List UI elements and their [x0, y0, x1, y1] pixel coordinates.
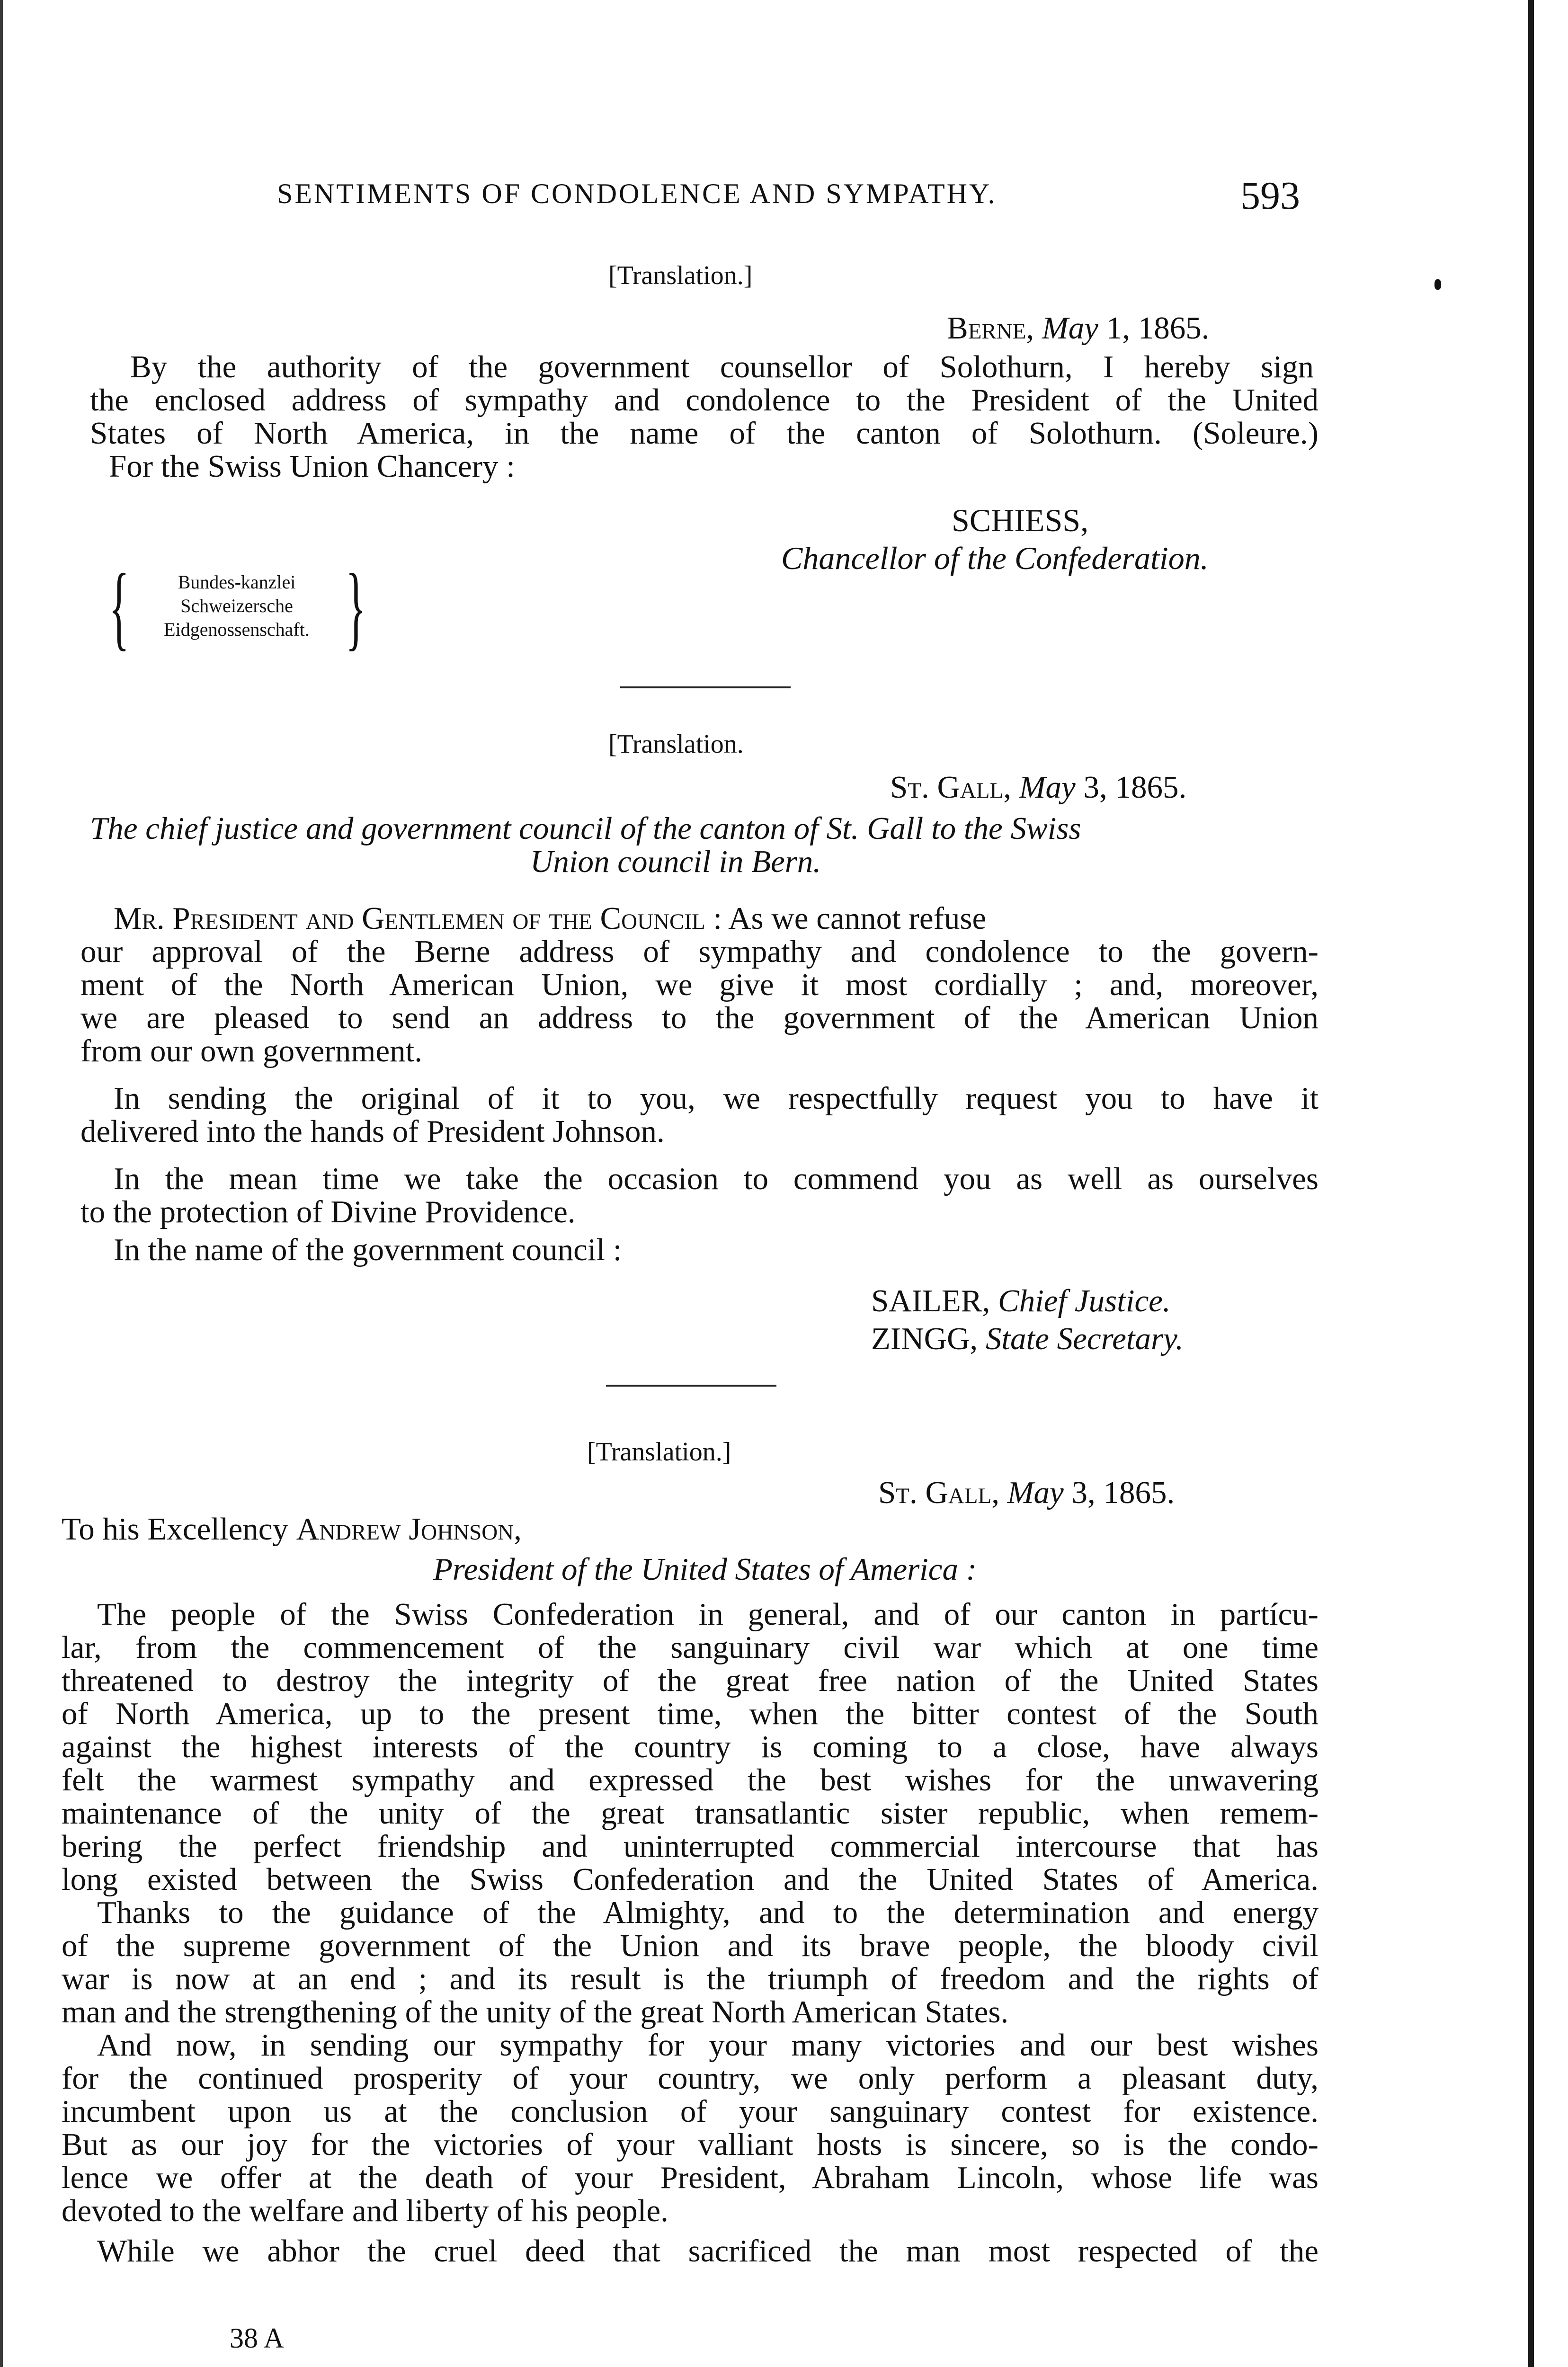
letter3-body-line: The people of the Swiss Confederation in general, and of our canton in partícu- [97, 1597, 1319, 1632]
ink-speck [1434, 279, 1441, 290]
signature-title: Chief Justice. [998, 1283, 1171, 1318]
signature-name: ZINGG, [871, 1321, 978, 1356]
page-edge-right [1528, 0, 1534, 2367]
translation-label-1: [Translation.] [608, 261, 753, 290]
letter2-body-line: from our own government. [80, 1033, 422, 1068]
dateline-place: Berne, [947, 311, 1034, 346]
address-line-2: President of the United States of America : [433, 1552, 977, 1587]
running-title: SENTIMENTS OF CONDOLENCE AND SYMPATHY. [277, 178, 997, 209]
letter3-body-line: devoted to the welfare and liberty of his people. [62, 2193, 668, 2228]
letter2-first-line [114, 902, 1319, 935]
letter3-body-line: While we abhor the cruel deed that sacrificed the man most respected of the [97, 2234, 1319, 2269]
letter1-body-line: For the Swiss Union Chancery : [109, 449, 515, 484]
translation-label-3: [Translation.] [587, 1437, 731, 1467]
salutation: Mr. President and Gentlemen of the Council : [114, 901, 722, 936]
signature-title: State Secretary. [985, 1321, 1184, 1356]
letter3-body-line: maintenance of the unity of the great transatlantic sister republic, when remem- [62, 1796, 1319, 1831]
address-prefix: To his Excellency [62, 1512, 289, 1547]
signature-title: Chancellor of the Confederation. [781, 540, 1209, 576]
stamp-line: Bundes-kanzlei [178, 571, 296, 593]
letter3-body-line: of North America, up to the present time, when the bitter contest of the South [62, 1696, 1319, 1731]
letter2-body-line: our approval of the Berne address of sympathy and condolence to the govern- [80, 934, 1319, 969]
letter3-body-line: lar, from the commencement of the sanguinary civil war which at one time [62, 1630, 1319, 1665]
letter3-body-line: bering the perfect friendship and uninterrupted commercial intercourse that has [62, 1829, 1319, 1864]
stamp-line: Eidgenossenschaft. [164, 619, 310, 640]
addressee-name: Andrew Johnson, [296, 1512, 522, 1547]
letter2-body-line: In the name of the government council : [114, 1232, 622, 1267]
letter3-body-line: threatened to destroy the integrity of the great free nation of the United States [62, 1663, 1319, 1698]
page-number: 593 [1240, 174, 1300, 218]
letter3-body-line: against the highest interests of the country is coming to a close, have always [62, 1729, 1319, 1764]
letter1-body-line: the enclosed address of sympathy and condolence to the President of the United [90, 383, 1319, 418]
dateline-1 [947, 310, 1209, 347]
letter3-body-line: Thanks to the guidance of the Almighty, and to the determination and energy [97, 1895, 1319, 1930]
letter2-body-line: In sending the original of it to you, we respectfully request you to have it [114, 1081, 1319, 1116]
letter3-body-line: for the continued prosperity of your country, we only perform a pleasant duty, [62, 2061, 1319, 2096]
section-divider [620, 686, 791, 688]
signature-name: SCHIESS, [952, 502, 1089, 538]
letter3-body-line: incumbent upon us at the conclusion of your sanguinary contest for existence. [62, 2094, 1319, 2129]
letter2-body-line: ment of the North American Union, we give it most cordially ; and, moreover, [80, 967, 1319, 1002]
letter3-body-line: lence we offer at the death of your President, Abraham Lincoln, whose life was [62, 2160, 1319, 2195]
translation-label-2: [Translation. [608, 730, 744, 759]
dateline-rest: 3, 1865. [1071, 1475, 1175, 1510]
letter3-body-line: long existed between the Swiss Confederation and the United States of America. [62, 1862, 1319, 1897]
signature-sailer [871, 1283, 1171, 1319]
letter3-body-line: But as our joy for the victories of your valliant hosts is sincere, so is the condo- [62, 2127, 1319, 2162]
signature-zingg [871, 1321, 1184, 1357]
dateline-rest: 1, 1865. [1106, 311, 1210, 346]
page-edge-left [0, 0, 3, 2367]
dateline-2 [890, 769, 1186, 806]
letter3-body-line: felt the warmest sympathy and expressed the best wishes for the unwavering [62, 1762, 1319, 1797]
letter2-body-line: to the protection of Divine Providence. [80, 1194, 576, 1229]
letter2-body-line: we are pleased to send an address to the government of the American Union [80, 1000, 1319, 1035]
section-divider [606, 1385, 776, 1387]
signature-mark: 38 A [230, 2323, 285, 2354]
signature-name: SAILER, [871, 1283, 990, 1318]
letter2-heading-line: Union council in Bern. [530, 844, 821, 879]
dateline-month: May [1042, 311, 1098, 346]
letter2-heading-line: The chief justice and government council of the canton of St. Gall to the Swiss [90, 811, 1081, 846]
letter3-body-line: of the supreme government of the Union and its brave people, the bloody civil [62, 1928, 1319, 1963]
dateline-3 [878, 1475, 1175, 1511]
letter1-body-line: States of North America, in the name of the canton of Solothurn. (Soleure.) [90, 416, 1319, 451]
chancery-stamp [109, 555, 374, 659]
letter1-body-line: By the authority of the government counsellor of Solothurn, I hereby sign [130, 349, 1314, 384]
left-brace: { [109, 555, 130, 659]
letter3-body-line: man and the strengthening of the unity of the great North American States. [62, 1994, 1009, 2029]
dateline-month: May [1007, 1475, 1064, 1510]
dateline-rest: 3, 1865. [1083, 770, 1187, 805]
letter2-body-line: In the mean time we take the occasion to commend you as well as ourselves [114, 1161, 1319, 1196]
letter3-body-line: war is now at an end ; and its result is the triumph of freedom and the rights of [62, 1961, 1319, 1996]
dateline-place: St. Gall, [890, 770, 1011, 805]
stamp-line: Schweizersche [180, 595, 293, 616]
letter2-body-line: As we cannot refuse [728, 901, 987, 936]
letter2-body-line: delivered into the hands of President Johnson. [80, 1114, 665, 1149]
letter3-body-line: And now, in sending our sympathy for your many victories and our best wishes [97, 2028, 1319, 2063]
dateline-place: St. Gall, [878, 1475, 999, 1510]
right-brace: } [346, 555, 366, 659]
dateline-month: May [1019, 770, 1076, 805]
address-line-1 [62, 1513, 522, 1546]
